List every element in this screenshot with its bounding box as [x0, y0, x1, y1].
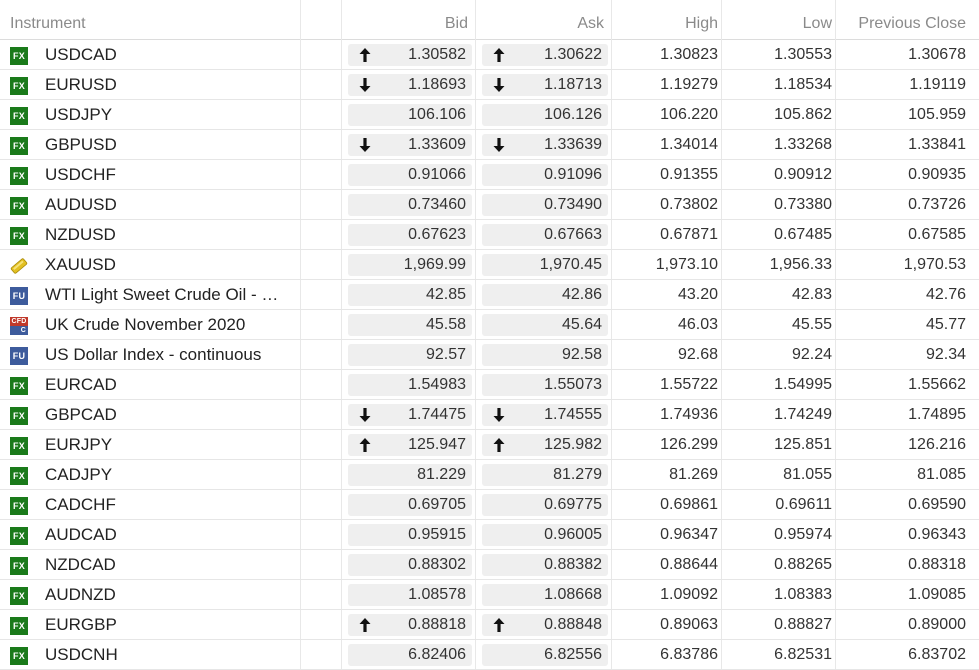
arrow-up-icon: [358, 617, 372, 633]
instrument-fx-icon: FX: [10, 227, 28, 245]
instrument-fx-icon: FX: [10, 137, 28, 155]
instrument-fx-icon: FX: [10, 527, 28, 545]
column-header-instrument[interactable]: Instrument: [10, 15, 86, 32]
table-row[interactable]: [0, 640, 979, 670]
bid-price-button[interactable]: [348, 134, 472, 156]
previous-close-value: 1.55662: [908, 376, 966, 393]
ask-value: 1.08668: [544, 586, 602, 603]
bid-price-button[interactable]: [348, 284, 472, 306]
low-value: 0.88265: [774, 556, 832, 573]
instrument-fu-icon: FU: [10, 347, 28, 365]
bid-value: 1.54983: [408, 376, 466, 393]
previous-close-value: 92.34: [925, 346, 966, 363]
instrument-fx-icon: FX: [10, 377, 28, 395]
ask-price-button[interactable]: [482, 344, 608, 366]
table-row[interactable]: [0, 130, 979, 160]
bid-price-button[interactable]: [348, 44, 472, 66]
bid-price-button[interactable]: [348, 614, 472, 636]
bid-value: 42.85: [425, 286, 466, 303]
ask-value: 1.74555: [544, 406, 602, 423]
ask-value: 0.69775: [544, 496, 602, 513]
instrument-fx-icon: FX: [10, 107, 28, 125]
table-row[interactable]: [0, 610, 979, 640]
ask-price-button[interactable]: [482, 224, 608, 246]
bid-value: 6.82406: [408, 646, 466, 663]
bid-price-button[interactable]: [348, 194, 472, 216]
bid-value: 1.74475: [408, 406, 466, 423]
bid-price-button[interactable]: [348, 254, 472, 276]
arrow-down-icon: [358, 77, 372, 93]
low-value: 0.67485: [774, 226, 832, 243]
previous-close-value: 1.30678: [908, 46, 966, 63]
rows-container: [0, 40, 979, 670]
bid-price-button[interactable]: [348, 404, 472, 426]
instrument-name: EURUSD: [45, 75, 117, 94]
instrument-fx-icon: FX: [10, 467, 28, 485]
bid-price-button[interactable]: [348, 164, 472, 186]
ask-value: 1.33639: [544, 136, 602, 153]
instrument-fx-icon: FX: [10, 437, 28, 455]
arrow-up-icon: [358, 47, 372, 63]
bid-value: 45.58: [425, 316, 466, 333]
bid-price-button[interactable]: [348, 104, 472, 126]
header-row: [0, 0, 979, 40]
bid-price-button[interactable]: [348, 554, 472, 576]
high-value: 1.34014: [660, 136, 718, 153]
ask-value: 0.88848: [544, 616, 602, 633]
bid-value: 0.69705: [408, 496, 466, 513]
ask-value: 0.67663: [544, 226, 602, 243]
table-row[interactable]: [0, 400, 979, 430]
instrument-fx-icon: FX: [10, 557, 28, 575]
ask-value: 0.88382: [544, 556, 602, 573]
low-value: 1.33268: [774, 136, 832, 153]
instrument-cfd-icon: CFD C: [11, 318, 27, 334]
previous-close-value: 1.33841: [908, 136, 966, 153]
high-value: 81.269: [669, 466, 718, 483]
low-value: 1.54995: [774, 376, 832, 393]
low-value: 92.24: [791, 346, 832, 363]
previous-close-value: 1.19119: [909, 76, 966, 93]
instrument-name: AUDUSD: [45, 195, 117, 214]
high-value: 0.91355: [660, 166, 718, 183]
instrument-name: USDCHF: [45, 165, 116, 184]
table-row[interactable]: [0, 70, 979, 100]
high-value: 0.73802: [660, 196, 718, 213]
ask-price-button[interactable]: [482, 644, 608, 666]
low-value: 1.30553: [774, 46, 832, 63]
previous-close-value: 0.89000: [908, 616, 966, 633]
arrow-down-icon: [492, 77, 506, 93]
arrow-down-icon: [492, 407, 506, 423]
bid-value: 1.33609: [408, 136, 466, 153]
arrow-up-icon: [492, 47, 506, 63]
low-value: 1,956.33: [769, 256, 832, 273]
ask-value: 1,970.45: [539, 256, 602, 273]
arrow-up-icon: [492, 437, 506, 453]
instrument-name: USDJPY: [45, 105, 113, 124]
low-value: 105.862: [774, 106, 832, 123]
table-row[interactable]: [0, 580, 979, 610]
bid-value: 1,969.99: [403, 256, 466, 273]
previous-close-value: 0.73726: [908, 196, 966, 213]
bid-value: 125.947: [408, 436, 466, 453]
instrument-fx-icon: FX: [10, 47, 28, 65]
previous-close-value: 0.67585: [908, 226, 966, 243]
high-value: 1.30823: [660, 46, 718, 63]
ask-value: 1.30622: [544, 46, 602, 63]
instrument-name: CADCHF: [45, 495, 116, 514]
ask-price-button[interactable]: [482, 134, 608, 156]
column-header-high[interactable]: High: [685, 15, 718, 32]
low-value: 45.55: [791, 316, 832, 333]
high-value: 126.299: [660, 436, 718, 453]
bid-value: 1.18693: [408, 76, 466, 93]
table-row[interactable]: [0, 460, 979, 490]
previous-close-value: 6.83702: [908, 646, 966, 663]
instrument-fx-icon: FX: [10, 497, 28, 515]
instrument-fx-icon: FX: [10, 407, 28, 425]
instrument-name: USDCNH: [45, 645, 118, 664]
bid-value: 0.95915: [408, 526, 466, 543]
low-value: 0.90912: [774, 166, 832, 183]
ask-value: 125.982: [544, 436, 602, 453]
high-value: 1.19279: [660, 76, 718, 93]
low-value: 0.95974: [774, 526, 832, 543]
bid-price-button[interactable]: [348, 374, 472, 396]
table-row[interactable]: [0, 490, 979, 520]
previous-close-value: 1.09085: [908, 586, 966, 603]
table-row[interactable]: [0, 370, 979, 400]
ask-price-button[interactable]: [482, 314, 608, 336]
bid-value: 81.229: [417, 466, 466, 483]
table-row[interactable]: [0, 280, 979, 310]
bid-value: 92.57: [425, 346, 466, 363]
ask-price-button[interactable]: [482, 194, 608, 216]
ask-price-button[interactable]: [482, 284, 608, 306]
instrument-name: USDCAD: [45, 45, 117, 64]
high-value: 1.55722: [660, 376, 718, 393]
table-row[interactable]: [0, 160, 979, 190]
ask-value: 0.91096: [544, 166, 602, 183]
arrow-down-icon: [358, 407, 372, 423]
ask-value: 1.55073: [544, 376, 602, 393]
bid-value: 0.88818: [408, 616, 466, 633]
table-row[interactable]: [0, 520, 979, 550]
column-header-previous-close[interactable]: Previous Close: [858, 15, 966, 32]
previous-close-value: 1,970.53: [903, 256, 966, 273]
bid-price-button[interactable]: [348, 434, 472, 456]
previous-close-value: 45.77: [925, 316, 966, 333]
low-value: 1.08383: [774, 586, 832, 603]
bid-price-button[interactable]: [348, 494, 472, 516]
high-value: 0.69861: [660, 496, 718, 513]
instrument-name: EURGBP: [45, 615, 117, 634]
table-row[interactable]: [0, 100, 979, 130]
ask-price-button[interactable]: [482, 374, 608, 396]
ask-price-button[interactable]: [482, 254, 608, 276]
ask-value: 45.64: [561, 316, 602, 333]
bid-price-button[interactable]: [348, 584, 472, 606]
instrument-name: XAUUSD: [45, 255, 116, 274]
bid-price-button[interactable]: [348, 314, 472, 336]
ask-price-button[interactable]: [482, 74, 608, 96]
table-row[interactable]: [0, 220, 979, 250]
low-value: 1.18534: [774, 76, 832, 93]
bid-value: 0.88302: [408, 556, 466, 573]
previous-close-value: 42.76: [925, 286, 966, 303]
instrument-fx-icon: FX: [10, 617, 28, 635]
low-value: 0.88827: [774, 616, 832, 633]
ask-value: 1.18713: [544, 76, 602, 93]
instrument-name: CADJPY: [45, 465, 113, 484]
gold-bar-icon: [10, 257, 28, 275]
instrument-name: AUDNZD: [45, 585, 116, 604]
previous-close-value: 0.96343: [908, 526, 966, 543]
column-header-low[interactable]: Low: [802, 15, 832, 32]
ask-price-button[interactable]: [482, 614, 608, 636]
previous-close-value: 0.69590: [908, 496, 966, 513]
high-value: 1,973.10: [655, 256, 718, 273]
previous-close-value: 126.216: [908, 436, 966, 453]
instrument-name: GBPUSD: [45, 135, 117, 154]
high-value: 46.03: [677, 316, 718, 333]
ask-price-button[interactable]: [482, 104, 608, 126]
previous-close-value: 105.959: [908, 106, 966, 123]
high-value: 106.220: [660, 106, 718, 123]
low-value: 42.83: [791, 286, 832, 303]
high-value: 0.67871: [660, 226, 718, 243]
table-row[interactable]: [0, 250, 979, 280]
instrument-fx-icon: FX: [10, 77, 28, 95]
arrow-down-icon: [492, 137, 506, 153]
ask-value: 0.96005: [544, 526, 602, 543]
arrow-up-icon: [358, 437, 372, 453]
ask-value: 81.279: [553, 466, 602, 483]
ask-price-button[interactable]: [482, 464, 608, 486]
low-value: 1.74249: [774, 406, 832, 423]
instrument-name: GBPCAD: [45, 405, 117, 424]
high-value: 0.96347: [660, 526, 718, 543]
instrument-name: AUDCAD: [45, 525, 117, 544]
table-row[interactable]: [0, 190, 979, 220]
ask-price-button[interactable]: [482, 434, 608, 456]
high-value: 1.74936: [660, 406, 718, 423]
high-value: 0.88644: [660, 556, 718, 573]
ask-value: 42.86: [561, 286, 602, 303]
table-row[interactable]: [0, 40, 979, 70]
ask-value: 106.126: [544, 106, 602, 123]
high-value: 0.89063: [660, 616, 718, 633]
instrument-name: EURJPY: [45, 435, 113, 454]
bid-price-button[interactable]: [348, 644, 472, 666]
low-value: 6.82531: [774, 646, 832, 663]
previous-close-value: 81.085: [917, 466, 966, 483]
high-value: 92.68: [677, 346, 718, 363]
low-value: 0.69611: [775, 496, 832, 513]
bid-value: 0.91066: [408, 166, 466, 183]
low-value: 81.055: [783, 466, 832, 483]
bid-price-button[interactable]: [348, 344, 472, 366]
low-value: 125.851: [774, 436, 832, 453]
instrument-fx-icon: FX: [10, 167, 28, 185]
table-row[interactable]: [0, 340, 979, 370]
ask-price-button[interactable]: [482, 494, 608, 516]
ask-price-button[interactable]: [482, 524, 608, 546]
instrument-name: WTI Light Sweet Crude Oil - …: [45, 285, 279, 304]
instrument-fx-icon: FX: [10, 197, 28, 215]
previous-close-value: 1.74895: [908, 406, 966, 423]
high-value: 1.09092: [660, 586, 718, 603]
low-value: 0.73380: [774, 196, 832, 213]
previous-close-value: 0.88318: [908, 556, 966, 573]
bid-value: 106.106: [408, 106, 466, 123]
instrument-fx-icon: FX: [10, 587, 28, 605]
bid-value: 0.67623: [408, 226, 466, 243]
instrument-name: NZDUSD: [45, 225, 116, 244]
instrument-name: UK Crude November 2020: [45, 315, 246, 334]
ask-value: 92.58: [561, 346, 602, 363]
previous-close-value: 0.90935: [908, 166, 966, 183]
ask-value: 6.82556: [544, 646, 602, 663]
column-header-ask[interactable]: Ask: [577, 15, 604, 32]
table-row[interactable]: [0, 550, 979, 580]
bid-price-button[interactable]: [348, 464, 472, 486]
ask-price-button[interactable]: [482, 554, 608, 576]
bid-value: 0.73460: [408, 196, 466, 213]
table-row[interactable]: [0, 310, 979, 340]
instrument-name: NZDCAD: [45, 555, 116, 574]
bid-value: 1.30582: [408, 46, 466, 63]
column-header-bid[interactable]: Bid: [444, 15, 468, 32]
ask-price-button[interactable]: [482, 584, 608, 606]
arrow-up-icon: [492, 617, 506, 633]
bid-price-button[interactable]: [348, 74, 472, 96]
instrument-fu-icon: FU: [10, 287, 28, 305]
instrument-fx-icon: FX: [10, 647, 28, 665]
ask-price-button[interactable]: [482, 164, 608, 186]
ask-price-button[interactable]: [482, 44, 608, 66]
arrow-down-icon: [358, 137, 372, 153]
ask-value: 0.73490: [544, 196, 602, 213]
ask-price-button[interactable]: [482, 404, 608, 426]
high-value: 6.83786: [660, 646, 718, 663]
bid-price-button[interactable]: [348, 224, 472, 246]
bid-price-button[interactable]: [348, 524, 472, 546]
instrument-name: EURCAD: [45, 375, 117, 394]
table-row[interactable]: [0, 430, 979, 460]
bid-value: 1.08578: [408, 586, 466, 603]
instrument-name: US Dollar Index - continuous: [45, 345, 262, 364]
high-value: 43.20: [677, 286, 718, 303]
